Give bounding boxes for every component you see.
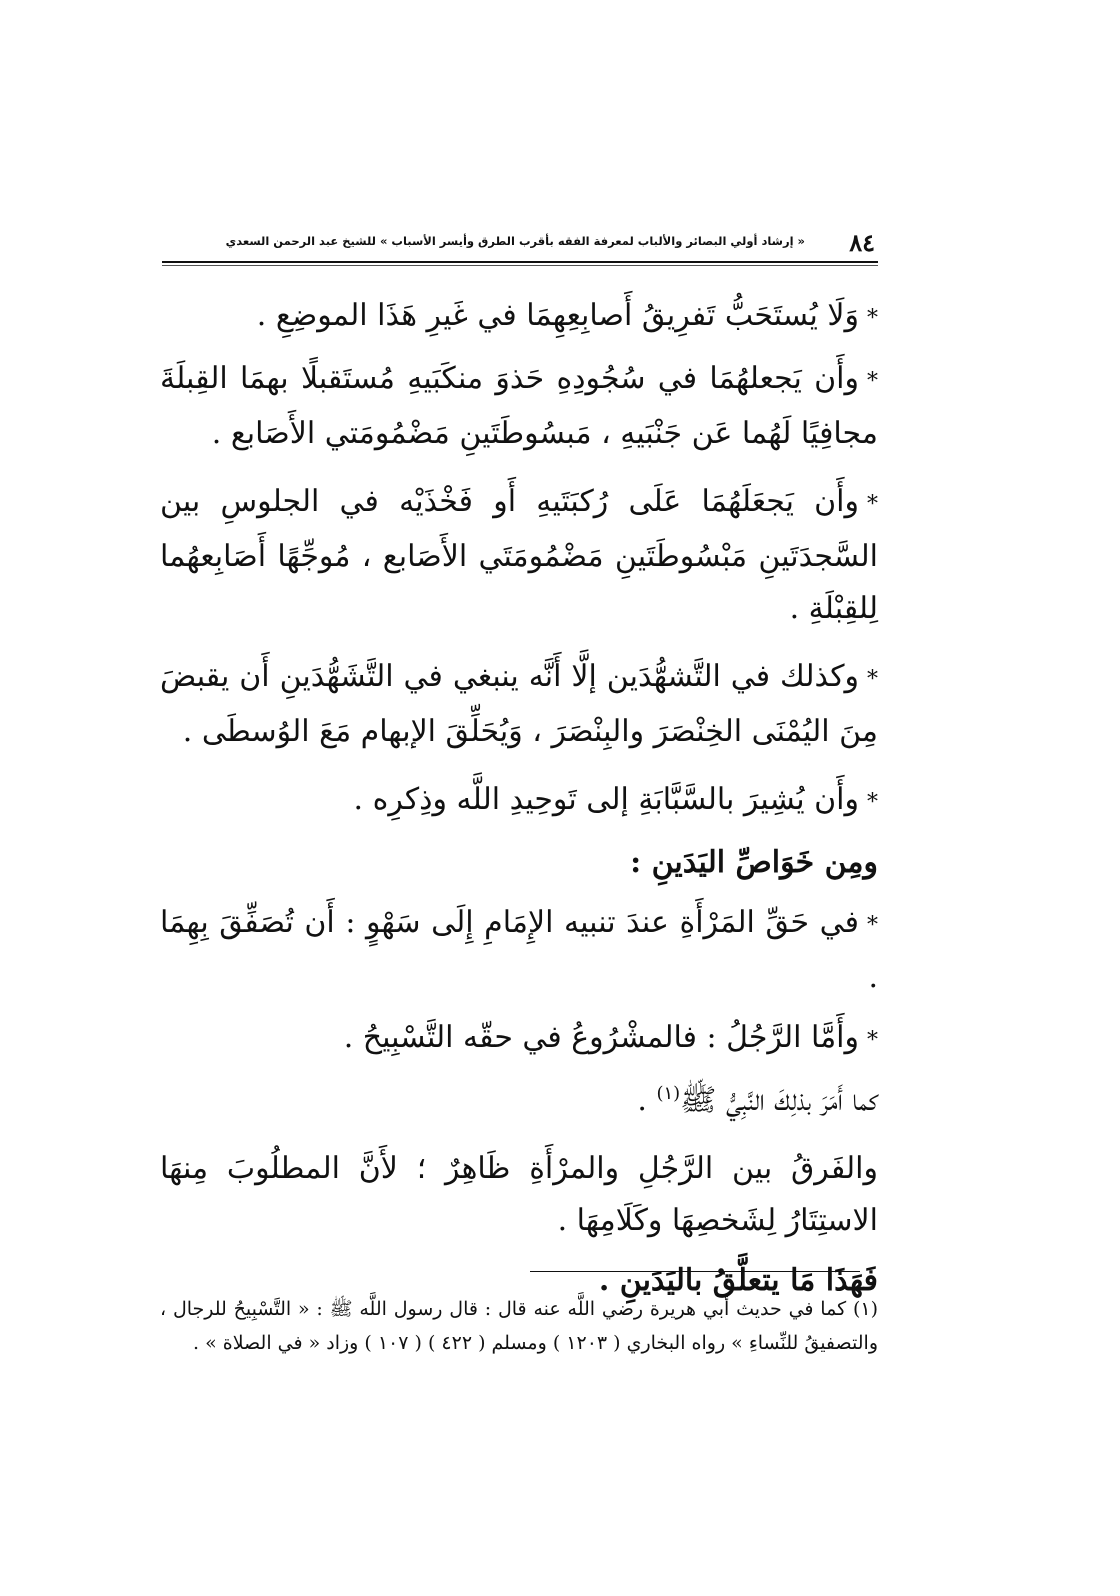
paragraph-8-text: وأَمَّا الرَّجُلُ : فالمشْرُوعُ في حقّه التَّسْبِيحُ . <box>343 1020 859 1055</box>
running-title: « إرشاد أولي البصائر والألباب لمعرفة الفقه بأقرب الطرق وأيسر الأسباب » للشيخ عبد الرحمن السعدي <box>225 234 805 248</box>
star-bullet: * <box>867 369 878 394</box>
footnote-rule <box>530 1271 860 1272</box>
header-rule <box>162 261 878 263</box>
paragraph-10 <box>160 1143 878 1247</box>
paragraph-7-text: في حَقِّ المَرْأَةِ عندَ تنبيه الإِمَامِ إِلَى سَهْوٍ : أَن تُصَفِّقَ بِهِمَا . <box>160 905 878 995</box>
paragraph-9-end: . <box>637 1083 657 1118</box>
paragraph-8 <box>160 1012 878 1067</box>
running-header <box>165 228 875 258</box>
paragraph-4-text: وكذلك في التَّشهُّدَين إلَّا أَنَّه ينبغي في التَّشَهُّدَينِ أَن يقبضَ مِنَ اليُمْنَى الخِنْصَرَ والبِنْصَرَ ، وَيُحَلِّقَ الإبهام مَعَ الوُسطَى . <box>160 659 878 749</box>
paragraph-5-text: وأَن يُشِيرَ بالسَّبَّابَةِ إلى تَوحِيدِ اللَّه وذِكرِه . <box>353 782 859 817</box>
paragraph-1 <box>160 290 878 345</box>
paragraph-7 <box>160 897 878 1004</box>
paragraph-3-text: وأَن يَجعَلَهُمَا عَلَى رُكبَتَيهِ أَو فَخْذَيْه في الجلوسِ بين السَّجدَتَينِ مَبْسُوطَتَينِ مَضْمُومَتَي الأَصَابع ، مُوجِّهًا أَصَابِعهُما لِلقِبْلَةِ . <box>160 484 878 626</box>
footnote-reference[interactable]: (١) <box>656 1083 681 1104</box>
page-number: ٨٤ <box>849 228 875 257</box>
paragraph-9-text: كما أَمَرَ بذلِكَ النَّبِيُّ ﷺ <box>680 1083 878 1118</box>
paragraph-9 <box>160 1075 878 1127</box>
section-heading-text: ومِن خَوَاصِّ اليَدَينِ : <box>630 845 878 880</box>
body-text <box>160 290 878 1323</box>
star-bullet: * <box>867 1028 878 1053</box>
paragraph-2-text: وأَن يَجعلهُمَا في سُجُودِهِ حَذوَ منكَبَيهِ مُستَقبلًا بهمَا القِبلَةَ مجافِيًا لَهُما عَن جَنْبَيهِ ، مَبسُوطَتَينِ مَضْمُومَتي الأَصَابع . <box>160 361 878 451</box>
closing-line-text: فَهَذَا مَا يتعلَّقُ باليَدَينِ . <box>598 1263 878 1298</box>
section-heading <box>160 837 878 889</box>
paragraph-4 <box>160 651 878 758</box>
paragraph-5 <box>160 774 878 829</box>
paragraph-1-text: وَلَا يُستَحَبُّ تَفرِيقُ أَصابِعِهِمَا في غَيرِ هَذَا الموضِعِ . <box>256 298 859 333</box>
footnote-text: (١) كما في حديث أبي هريرة رضي اللَّه عنه قال : قال رسول اللَّه ﷺ : « التَّسْبِيحُ للرجال ، والتصفيقُ للنِّساءِ » رواه البخاري ( ١٢٠٣ ) ومسلم ( ٤٢٢ ) ( ١٠٧ ) وزاد « في الصلاة » . <box>160 1298 878 1354</box>
footnote <box>160 1292 878 1360</box>
header-rule-thin <box>162 265 878 266</box>
star-bullet: * <box>867 913 878 938</box>
paragraph-10-text: والفَرقُ بين الرَّجُلِ والمرْأَةِ ظَاهِرٌ ؛ لأَنَّ المطلُوبَ مِنهَا الاستِتَارُ لِشَخصِهَا وكَلَامِهَا . <box>160 1151 878 1238</box>
star-bullet: * <box>867 667 878 692</box>
star-bullet: * <box>867 790 878 815</box>
star-bullet: * <box>867 306 878 331</box>
star-bullet: * <box>867 492 878 517</box>
paragraph-2 <box>160 353 878 460</box>
paragraph-3 <box>160 476 878 635</box>
